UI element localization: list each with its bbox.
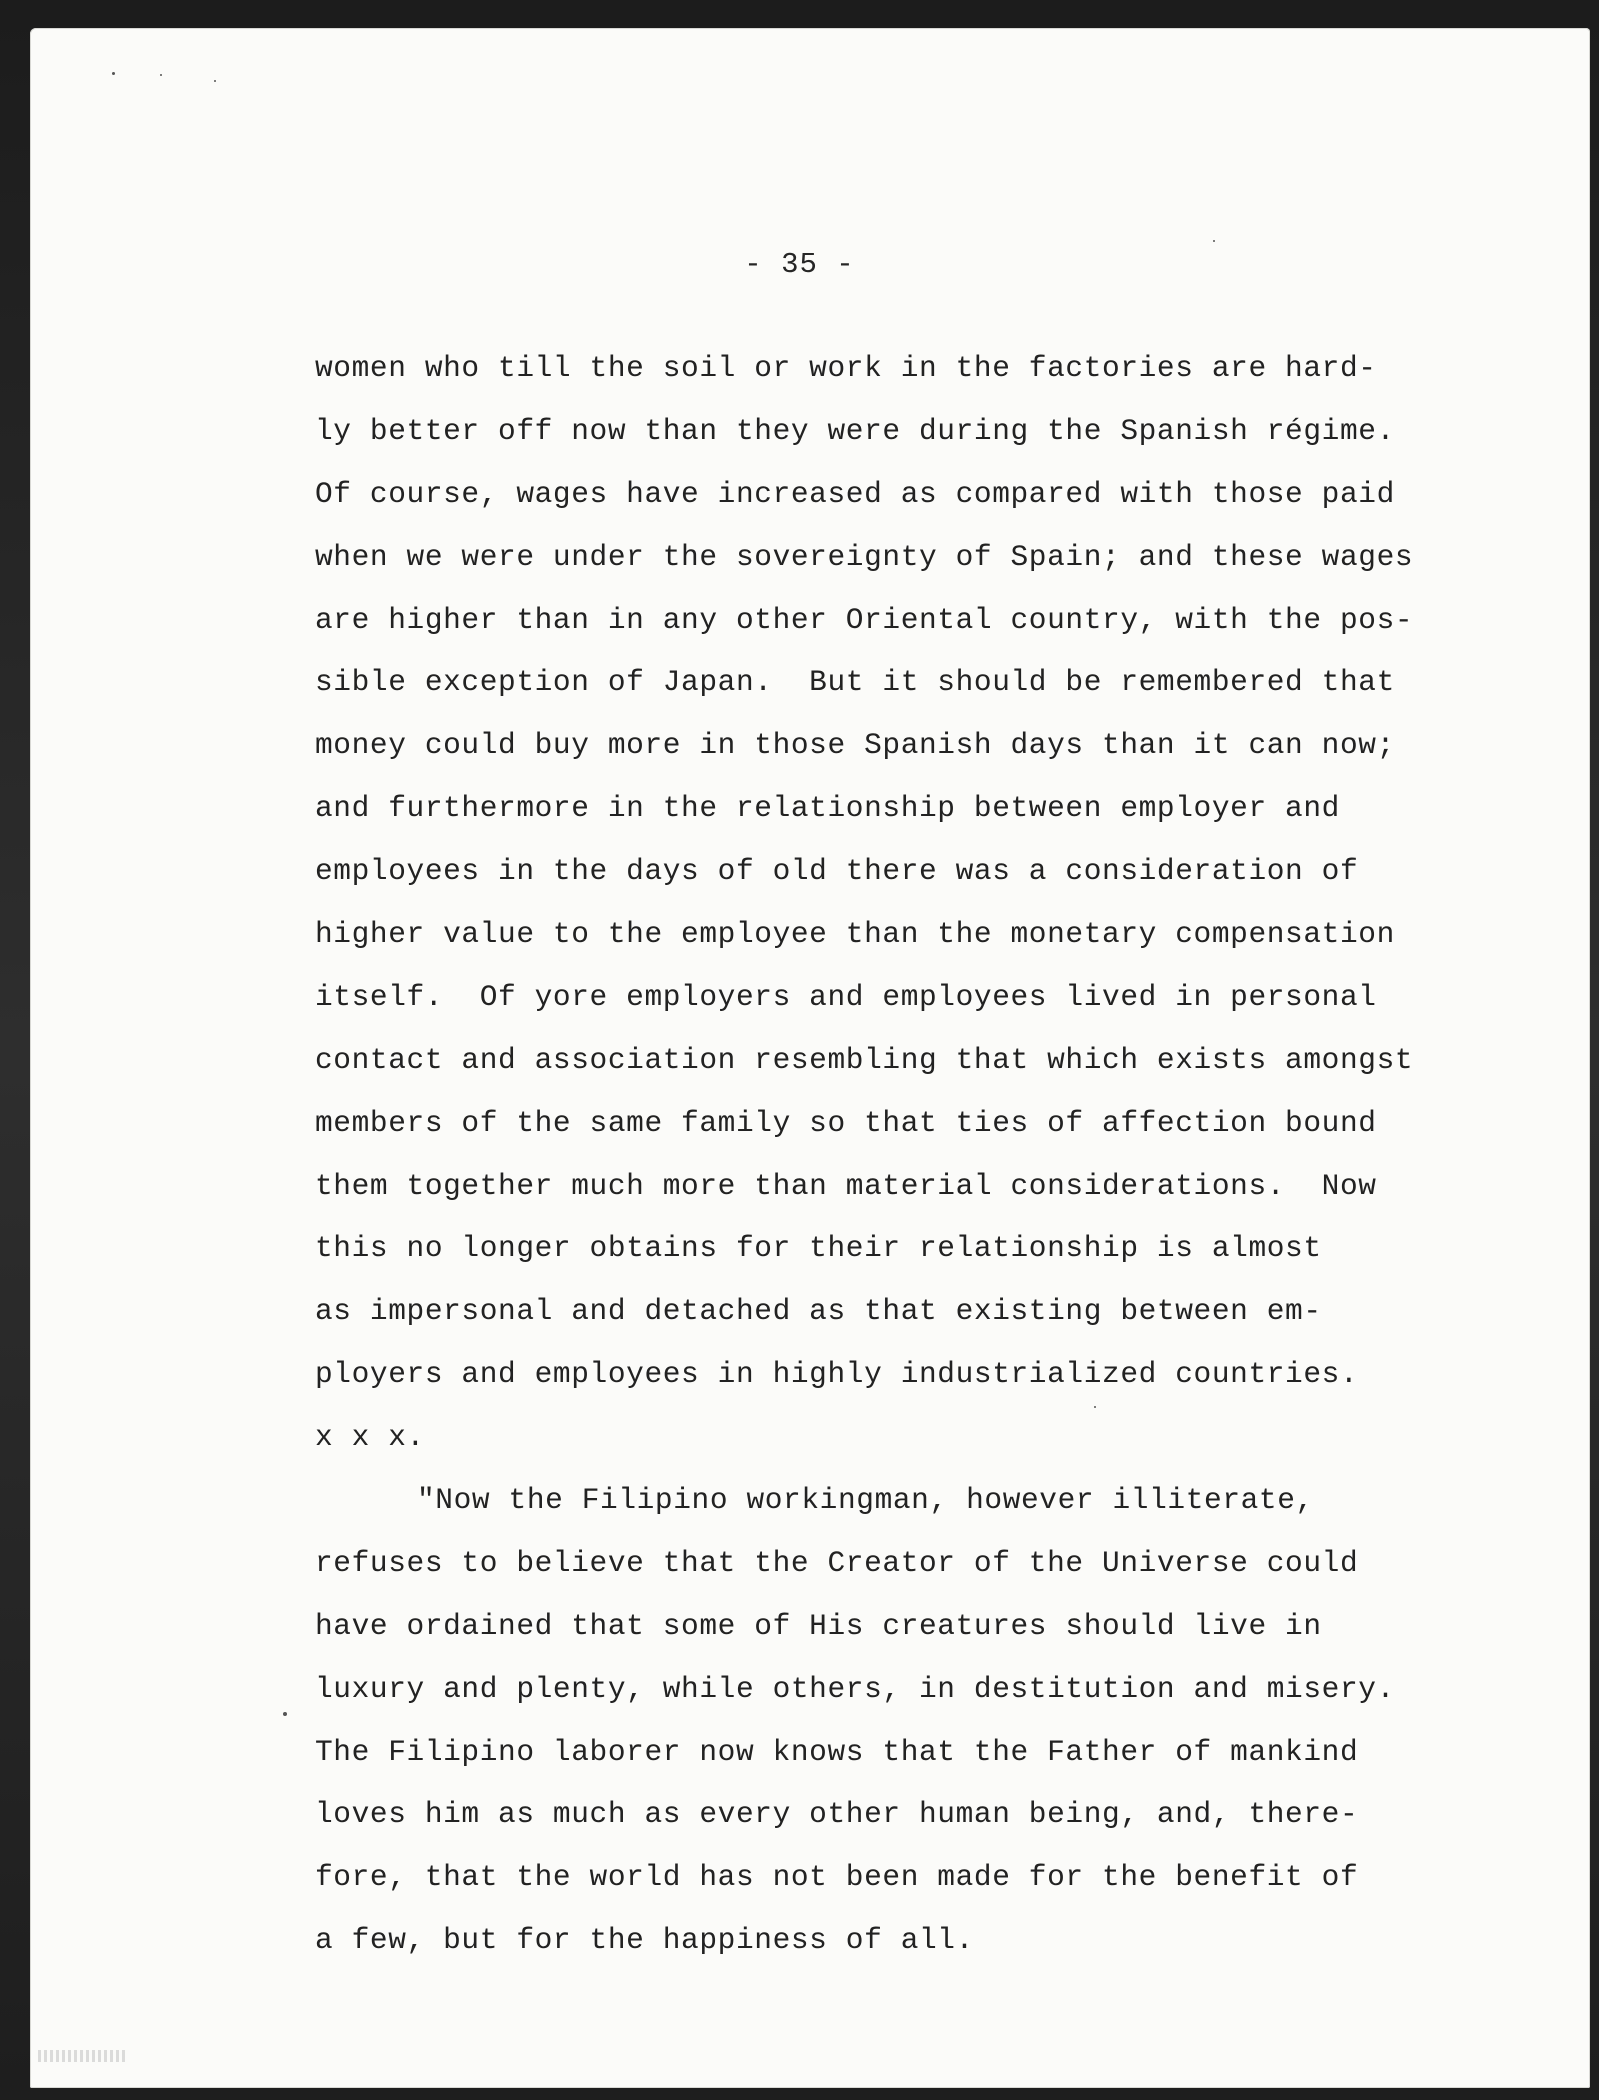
text-line: money could buy more in those Spanish days than it can now; xyxy=(315,728,1395,763)
text-line: when we were under the sovereignty of Spain; and these wages xyxy=(315,539,1414,574)
text-line: are higher than in any other Oriental country, with the pos- xyxy=(315,602,1414,637)
text-line: itself. Of yore employers and employees lived in personal xyxy=(315,979,1377,1014)
text-line: refuses to believe that the Creator of the Universe could xyxy=(315,1545,1359,1580)
text-line: Of course, wages have increased as compared with those paid xyxy=(315,476,1395,511)
text-line: members of the same family so that ties of affection bound xyxy=(315,1105,1377,1140)
scan-speck xyxy=(160,74,162,76)
page-number: - 35 - xyxy=(744,248,855,281)
text-line: have ordained that some of His creatures should live in xyxy=(315,1608,1322,1643)
text-line: ployers and employees in highly industrialized countries. xyxy=(315,1357,1359,1392)
body-text xyxy=(315,337,1505,1972)
text-line: ly better off now than they were during the Spanish régime. xyxy=(315,413,1395,448)
text-line: higher value to the employee than the monetary compensation xyxy=(315,917,1395,952)
scan-speck xyxy=(214,80,216,82)
text-line: fore, that the world has not been made for the benefit of xyxy=(315,1860,1359,1895)
text-line: contact and association resembling that which exists amongst xyxy=(315,1042,1414,1077)
scan-artifact xyxy=(38,2050,128,2062)
text-line: and furthermore in the relationship between employer and xyxy=(315,791,1340,826)
paragraph-start-line: "Now the Filipino workingman, however illiterate, xyxy=(417,1483,1314,1518)
text-line: this no longer obtains for their relationship is almost xyxy=(315,1231,1322,1266)
text-line: sible exception of Japan. But it should be remembered that xyxy=(315,665,1395,700)
text-line: employees in the days of old there was a consideration of xyxy=(315,854,1359,889)
scan-speck xyxy=(112,72,115,75)
text-line: a few, but for the happiness of all. xyxy=(315,1923,974,1958)
scan-speck xyxy=(1213,240,1215,242)
text-line: as impersonal and detached as that existing between em- xyxy=(315,1294,1322,1329)
scan-speck xyxy=(283,1712,287,1716)
text-line: x x x. xyxy=(315,1420,425,1455)
text-line: loves him as much as every other human being, and, there- xyxy=(315,1797,1359,1832)
text-line: women who till the soil or work in the factories are hard- xyxy=(315,351,1377,385)
text-line: The Filipino laborer now knows that the Father of mankind xyxy=(315,1734,1359,1769)
text-line: them together much more than material considerations. Now xyxy=(315,1168,1377,1203)
text-line: luxury and plenty, while others, in destitution and misery. xyxy=(315,1671,1395,1706)
